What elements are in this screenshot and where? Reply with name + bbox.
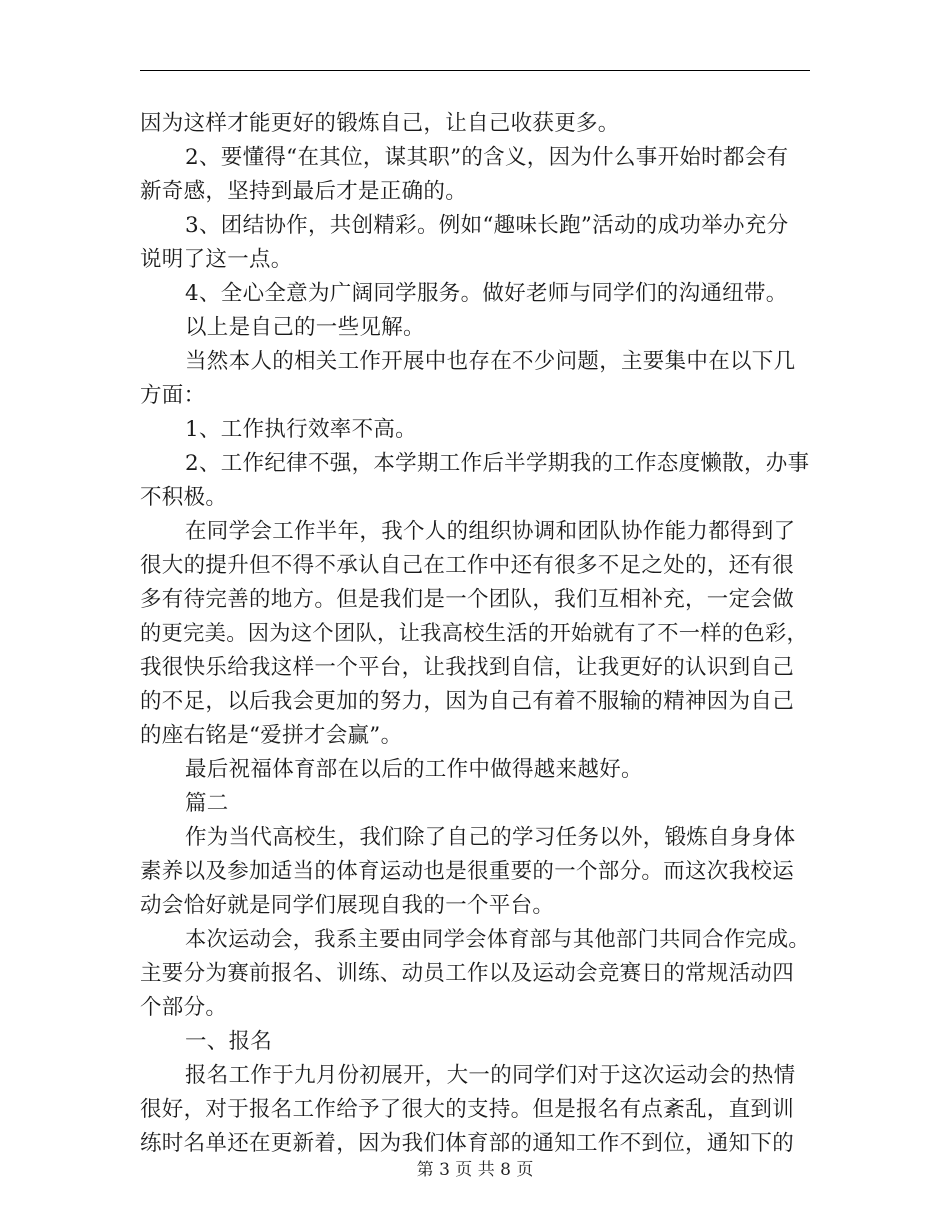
text-line: 动会恰好就是同学们展现自我的一个平台。 (140, 893, 555, 918)
text-line: 素养以及参加适当的体育运动也是很重要的一个部分。而这次我校运 (140, 859, 795, 884)
text-line: 很好，对于报名工作给予了很大的支持。但是报名有点紊乱，直到训 (140, 1097, 795, 1122)
text-line: 本次运动会，我系主要由同学会体育部与其他部门共同合作完成。 (185, 927, 810, 952)
text-line: 方面： (140, 383, 206, 408)
document-body (140, 107, 810, 1161)
text-line: 一、报名 (185, 1029, 273, 1054)
text-line: 我很快乐给我这样一个平台，让我找到自信，让我更好的认识到自己 (140, 655, 795, 680)
text-line: 新奇感，坚持到最后才是正确的。 (140, 179, 468, 204)
text-line: 4、全心全意为广阔同学服务。做好老师与同学们的沟通纽带。 (185, 281, 788, 306)
text-line: 练时名单还在更新着，因为我们体育部的通知工作不到位，通知下的 (140, 1131, 795, 1156)
text-line: 个部分。 (140, 995, 228, 1020)
text-line: 3、团结协作，共创精彩。例如“趣味长跑”活动的成功举办充分 (185, 213, 789, 238)
text-line: 在同学会工作半年，我个人的组织协调和团队协作能力都得到了 (185, 519, 796, 544)
text-line: 当然本人的相关工作开展中也存在不少问题，主要集中在以下几 (185, 349, 796, 374)
text-line: 以上是自己的一些见解。 (185, 315, 425, 340)
text-line: 2、工作纪律不强，本学期工作后半学期我的工作态度懒散，办事 (185, 451, 810, 476)
text-line: 1、工作执行效率不高。 (185, 417, 417, 442)
page-footer: 第 3 页 共 8 页 (416, 1160, 534, 1180)
text-line: 最后祝福体育部在以后的工作中做得越来越好。 (185, 757, 643, 782)
text-line: 作为当代高校生，我们除了自己的学习任务以外，锻炼自身身体 (185, 825, 796, 850)
text-line: 多有待完善的地方。但是我们是一个团队，我们互相补充，一定会做 (140, 587, 795, 612)
text-line: 的不足，以后我会更加的努力，因为自己有着不服输的精神因为自己 (140, 689, 795, 714)
text-line: 的座右铭是“爱拼才会赢”。 (140, 723, 403, 748)
text-line: 因为这样才能更好的锻炼自己，让自己收获更多。 (140, 111, 620, 136)
text-line: 说明了这一点。 (140, 247, 293, 272)
text-line: 2、要懂得“在其位，谋其职”的含义，因为什么事开始时都会有 (185, 145, 789, 170)
text-line: 主要分为赛前报名、训练、动员工作以及运动会竞赛日的常规活动四 (140, 961, 795, 986)
header-rule (140, 70, 810, 71)
text-line: 报名工作于九月份初展开，大一的同学们对于这次运动会的热情 (185, 1063, 796, 1088)
text-line: 不积极。 (140, 485, 228, 510)
text-line: 很大的提升但不得不承认自己在工作中还有很多不足之处的，还有很 (140, 553, 795, 578)
text-line: 篇二 (185, 791, 229, 816)
text-line: 的更完美。因为这个团队，让我高校生活的开始就有了不一样的色彩， (140, 621, 809, 646)
